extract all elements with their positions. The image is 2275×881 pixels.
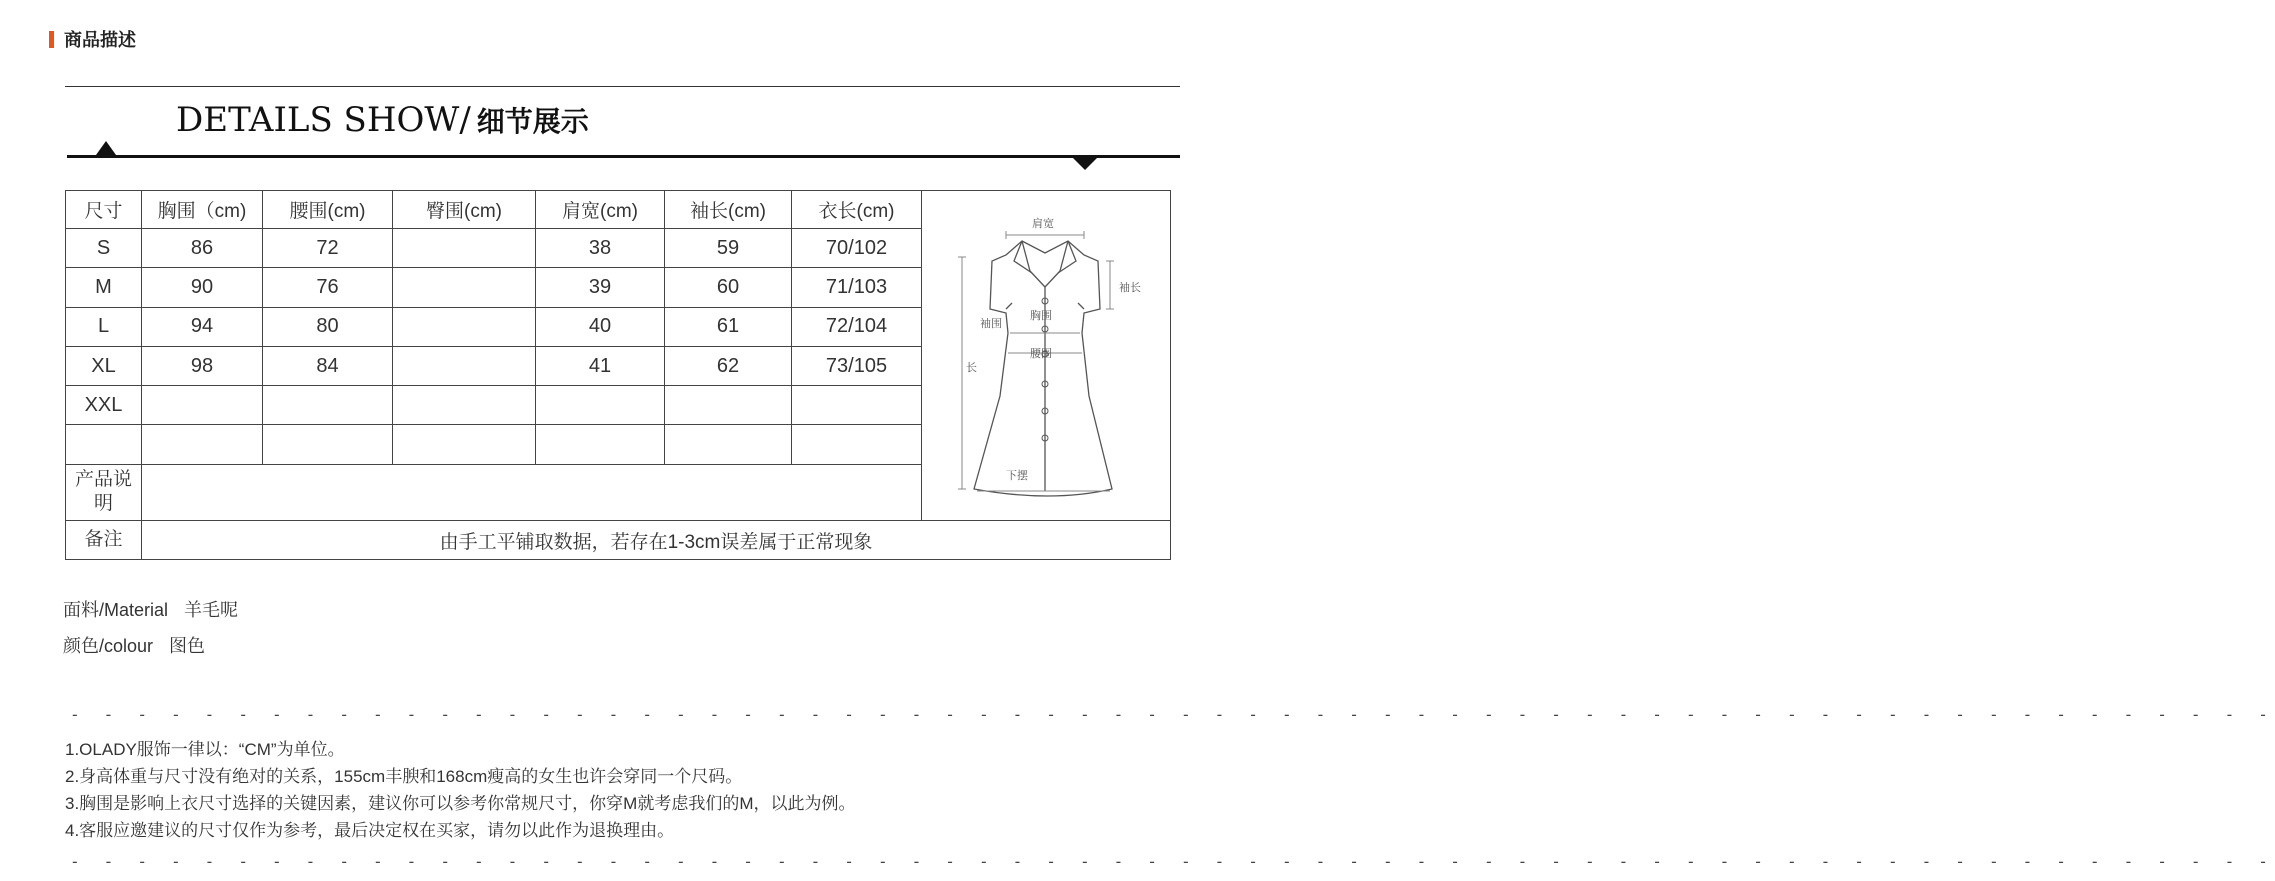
details-title-en: DETAILS SHOW/ (176, 100, 471, 140)
length-cell (792, 386, 922, 425)
label-sleeve: 袖长 (1119, 281, 1141, 294)
shoulder-cell (536, 386, 665, 425)
waist-cell: 72 (263, 229, 393, 268)
hip-cell (393, 229, 536, 268)
header-cell: 腰围(cm) (263, 191, 393, 229)
size-cell: XXL (66, 386, 142, 425)
details-title (176, 100, 589, 140)
triangle-up-icon (96, 141, 116, 155)
hip-cell (393, 425, 536, 464)
label-chest: 胸围 (1030, 309, 1052, 322)
shoulder-cell: 41 (536, 346, 665, 385)
size-table (65, 190, 1171, 560)
header-cell: 胸围（cm) (142, 191, 263, 229)
material-label: 面料/Material (63, 600, 169, 620)
sleeve-cell (665, 386, 792, 425)
garment-diagram-cell (922, 191, 1171, 521)
waist-cell: 76 (263, 268, 393, 307)
note-row (66, 521, 1171, 560)
length-cell: 72/104 (792, 307, 922, 346)
chest-cell: 94 (142, 307, 263, 346)
table-header-row (66, 191, 1171, 229)
waist-cell: 84 (263, 346, 393, 385)
label-sleeve-circumference: 袖围 (980, 317, 1002, 330)
size-cell: L (66, 307, 142, 346)
header-cell: 袖长(cm) (665, 191, 792, 229)
banner-top-rule (65, 86, 1180, 87)
header-cell: 尺寸 (66, 191, 142, 229)
length-cell: 71/103 (792, 268, 922, 307)
header-cell: 衣长(cm) (792, 191, 922, 229)
details-banner (0, 0, 1280, 180)
dress-diagram (922, 191, 1171, 520)
note-item: 2.身高体重与尺寸没有绝对的关系，155cm丰腴和168cm瘦高的女生也许会穿同一个尺码。 (65, 767, 743, 786)
dashed-divider-top: - - - - - - - - - - - - - - - - - - - - - - - - - - - - - - - - - - - - - - - - - - - - - - - - - - - - - - - - - - - - - - - - - - (70, 705, 2275, 724)
waist-cell (263, 386, 393, 425)
chest-cell: 98 (142, 346, 263, 385)
size-cell: S (66, 229, 142, 268)
length-cell: 73/105 (792, 346, 922, 385)
label-shoulder: 肩宽 (1032, 217, 1054, 230)
shoulder-cell: 38 (536, 229, 665, 268)
chest-cell: 90 (142, 268, 263, 307)
waist-cell: 80 (263, 307, 393, 346)
shoulder-cell (536, 425, 665, 464)
sleeve-cell (665, 425, 792, 464)
material-value: 羊毛呢 (184, 600, 239, 620)
colour-line (63, 632, 205, 658)
chest-cell: 86 (142, 229, 263, 268)
shoulder-cell: 39 (536, 268, 665, 307)
banner-bottom-rule (67, 155, 1180, 158)
colour-value: 图色 (169, 636, 206, 656)
label-length: 长 (966, 361, 977, 374)
chest-cell (142, 386, 263, 425)
section-title: 商品描述 (64, 30, 136, 51)
hip-cell (393, 386, 536, 425)
sleeve-cell: 62 (665, 346, 792, 385)
sleeve-cell: 60 (665, 268, 792, 307)
note-value: 由手工平铺取数据，若存在1-3cm误差属于正常现象 (142, 521, 1171, 560)
length-cell (792, 425, 922, 464)
label-hem: 下摆 (1006, 469, 1028, 482)
sleeve-cell: 61 (665, 307, 792, 346)
dashed-divider-bottom: - - - - - - - - - - - - - - - - - - - - - - - - - - - - - - - - - - - - - - - - - - - - - - - - - - - - - - - - - - - - - - - - - - (70, 852, 2275, 871)
triangle-down-icon (1072, 157, 1098, 170)
waist-cell (263, 425, 393, 464)
hip-cell (393, 346, 536, 385)
product-description-label: 产品说明 (66, 464, 142, 520)
hip-cell (393, 307, 536, 346)
note-item: 3.胸围是影响上衣尺寸选择的关键因素，建议你可以参考你常规尺寸，你穿M就考虑我们的M，以此为例。 (65, 794, 856, 813)
material-line (63, 596, 238, 622)
note-label: 备注 (66, 521, 142, 560)
note-item: 1.OLADY服饰一律以：“CM”为单位。 (65, 740, 345, 759)
details-title-cn: 细节展示 (476, 105, 589, 138)
note-item: 4.客服应邀建议的尺寸仅作为参考，最后决定权在买家，请勿以此作为退换理由。 (65, 821, 675, 840)
product-description-value (142, 464, 922, 520)
chest-cell (142, 425, 263, 464)
shoulder-cell: 40 (536, 307, 665, 346)
size-cell: M (66, 268, 142, 307)
hip-cell (393, 268, 536, 307)
size-cell: XL (66, 346, 142, 385)
notes-list (65, 736, 856, 844)
sleeve-cell: 59 (665, 229, 792, 268)
colour-label: 颜色/colour (63, 636, 154, 656)
header-cell: 肩宽(cm) (536, 191, 665, 229)
label-waist: 腰围 (1030, 347, 1052, 360)
length-cell: 70/102 (792, 229, 922, 268)
header-cell: 臀围(cm) (393, 191, 536, 229)
size-cell (66, 425, 142, 464)
